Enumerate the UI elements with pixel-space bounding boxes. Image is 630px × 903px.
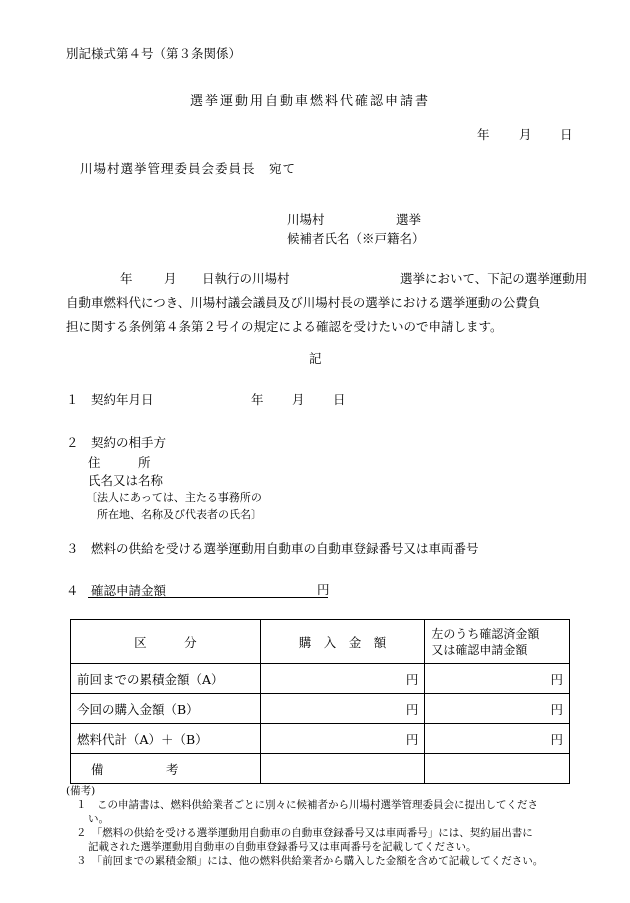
header-confirmed-amount: [425, 620, 570, 664]
item2-note-1: 〔法人にあっては、主たる事務所の: [86, 491, 262, 504]
body-election-tail: 選挙において、下記の選挙運動用: [400, 271, 588, 286]
table-row: [71, 694, 570, 724]
item1-year: 年: [251, 392, 264, 407]
table-row: [71, 724, 570, 754]
date-day-label: 日: [560, 127, 573, 142]
body-month: 月: [164, 271, 177, 286]
applicant-village: 川場村: [287, 212, 325, 227]
item4-label: ４ 確認申請金額: [66, 583, 167, 598]
remarks-cell: [425, 754, 570, 784]
item1-month: 月: [292, 392, 305, 407]
item1-day: 日: [333, 392, 346, 407]
note-1-cont: い。: [88, 813, 109, 825]
item2-label: ２ 契約の相手方: [66, 435, 167, 450]
date-year-label: 年: [477, 127, 490, 142]
remarks-label: 備 考: [71, 754, 261, 784]
document-title: 選挙運動用自動車燃料代確認申請書: [190, 94, 431, 109]
table-row: [71, 664, 570, 694]
note-2: ２ 「燃料の供給を受ける選挙運動用自動車の自動車登録番号又は車両番号」には、契約届出書に: [76, 827, 533, 839]
header-confirmed-line-1: 左のうち確認済金額: [431, 626, 540, 641]
ki-label: 記: [309, 351, 322, 366]
notes-block: [66, 784, 566, 868]
item1-label: １ 契約年月日: [66, 392, 154, 407]
row-purchase-unit: 円: [260, 724, 425, 754]
item4-underline: [88, 597, 328, 598]
fuel-cost-table: [70, 619, 570, 784]
note-1: １ この申請書は、燃料供給業者ごとに別々に候補者から川場村選挙管理委員会に提出してくださ: [76, 799, 538, 811]
table-header-row: [71, 620, 570, 664]
row-purchase-unit: 円: [260, 694, 425, 724]
notes-heading: (備考): [66, 785, 96, 797]
remarks-cell: [260, 754, 425, 784]
row-label: 前回までの累積金額（A）: [71, 664, 261, 694]
note-2-cont: 記載された選挙運動用自動車の自動車登録番号又は車両番号を記載してください。: [88, 841, 477, 853]
body-paragraph: [66, 267, 588, 339]
row-purchase-unit: 円: [260, 664, 425, 694]
body-year: 年: [120, 271, 133, 286]
form-label: 別記様式第４号（第３条関係）: [66, 46, 242, 61]
item2-note-2: 所在地、名称及び代表者の氏名〕: [97, 508, 262, 521]
row-confirmed-unit: 円: [425, 724, 570, 754]
row-confirmed-unit: 円: [425, 664, 570, 694]
item-3: ３ 燃料の供給を受ける選挙運動用自動車の自動車登録番号又は車両番号: [66, 541, 479, 556]
header-category: 区 分: [71, 620, 261, 664]
header-purchase-amount: 購 入 金 額: [260, 620, 425, 664]
note-3: ３ 「前回までの累積金額」には、他の燃料供給業者から購入した金額を含めて記載してください。: [76, 855, 544, 867]
body-line-2: 自動車燃料代につき、川場村議会議員及び川場村長の選挙における選挙運動の公費負: [66, 295, 541, 310]
row-confirmed-unit: 円: [425, 694, 570, 724]
body-held-in: 日執行の川場村: [202, 271, 290, 286]
row-label: 燃料代計（A）＋（B）: [71, 724, 261, 754]
addressee: 川場村選挙管理委員会委員長 宛て: [80, 161, 297, 176]
date-month-label: 月: [519, 127, 532, 142]
applicant-name-label: 候補者氏名（※戸籍名）: [287, 231, 425, 246]
row-label: 今回の購入金額（B）: [71, 694, 261, 724]
applicant-election: 選挙: [396, 212, 422, 227]
item4-unit: 円: [317, 582, 330, 597]
header-confirmed-line-2: 又は確認申請金額: [431, 642, 528, 657]
body-line-3: 担に関する条例第４条第２号イの規定による確認を受けたいので申請します。: [66, 319, 503, 334]
table-row-remarks: [71, 754, 570, 784]
item2-address: 住 所: [88, 455, 151, 470]
item2-name: 氏名又は名称: [88, 473, 164, 488]
